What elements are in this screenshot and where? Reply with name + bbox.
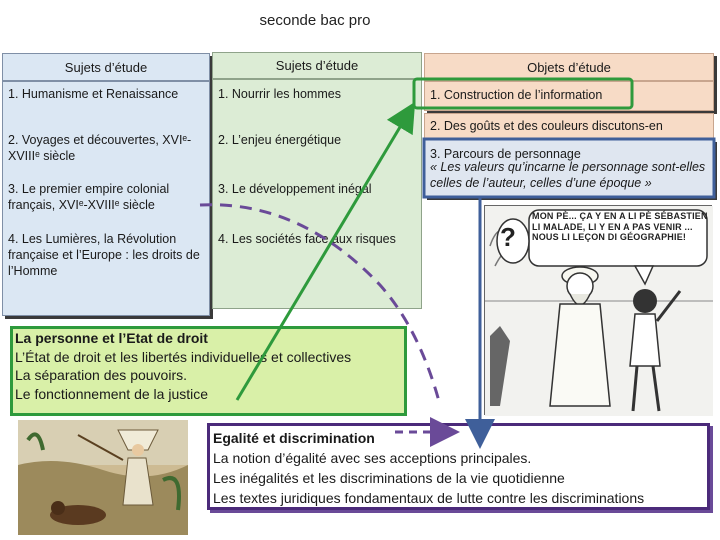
green-box-title: La personne et l’Etat de droit (15, 330, 208, 346)
green-box-line-1: L’État de droit et les libertés individuelles et collectives (15, 348, 352, 365)
painting-drawing (18, 420, 188, 535)
purple-box-line-3: Les textes juridiques fondamentaux de lutte contre les discriminations (213, 490, 645, 506)
purple-box (207, 423, 710, 510)
col2-item-2: 2. L’enjeu énergétique (218, 133, 342, 147)
green-box (10, 326, 407, 416)
green-box-line-3: Le fonctionnement de la justice (15, 385, 209, 402)
col3-item-3: 3. Parcours de personnage (430, 147, 581, 161)
col3-item-2: 2. Des goûts et des couleurs discutons-en (430, 119, 663, 133)
comic-question-mark: ? (500, 222, 516, 252)
col3-item-1: 1. Construction de l’information (430, 88, 603, 102)
col2-header: Sujets d’étude (212, 52, 422, 79)
col2-item-4: 4. Les sociétés face aux risques (218, 232, 396, 246)
col1-item-2: 2. Voyages et découvertes, XVIᵉ-XVIIIᵉ siècle (8, 133, 192, 163)
col2-item-3: 3. Le développement inégal (218, 182, 372, 196)
col1-item-1: 1. Humanisme et Renaissance (8, 87, 179, 101)
col2-item-1: 1. Nourrir les hommes (218, 87, 341, 101)
col3-item-4: « Les valeurs qu’incarne le personnage sont-elles celles de l’auteur, celles d’une époque » (430, 160, 706, 190)
purple-box-line-1: La notion d’égalité avec ses acceptions principales. (213, 450, 532, 466)
comic-speech-bubble: MON PÈ... ÇA Y EN A LI PÈ SÉBASTIEN LI MALADE, LI Y EN A PAS VENIR ... NOUS LI LEÇON DI GÉOGRAPHIE! (532, 211, 708, 242)
purple-box-line-2: Les inégalités et les discriminations de la vie quotidienne (213, 470, 565, 486)
painting-illustration (18, 420, 188, 535)
green-box-line-2: La séparation des pouvoirs. (15, 367, 187, 383)
col3-header: Objets d’étude (424, 53, 714, 81)
page-title: seconde bac pro (259, 12, 371, 29)
col1-header: Sujets d’étude (2, 53, 210, 81)
col1-item-3: 3. Le premier empire colonial français, XVIᵉ-XVIIIᵉ siècle (8, 182, 170, 212)
purple-box-title: Egalité et discrimination (213, 430, 375, 446)
col1-item-4: 4. Les Lumières, la Révolution française et l’Europe : les droits de l’Homme (8, 232, 200, 278)
